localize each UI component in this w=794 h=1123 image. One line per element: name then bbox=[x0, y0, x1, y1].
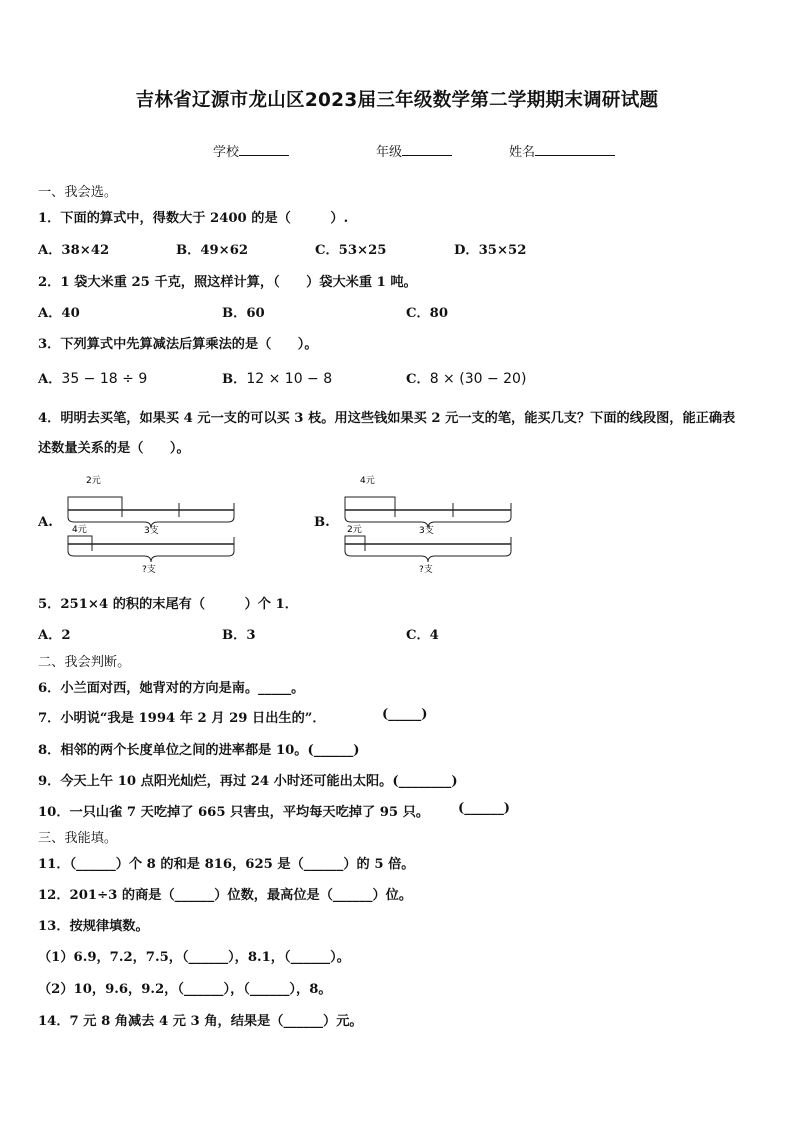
q4-option-b-label[interactable]: B. bbox=[314, 515, 330, 530]
q4-diagram-a bbox=[64, 470, 240, 578]
school-blank[interactable] bbox=[239, 142, 289, 156]
q4-option-a-label[interactable]: A. bbox=[38, 515, 53, 530]
question-4-line-1: 4．明明去买笔，如果买 4 元一支的可以买 3 枝。用这些钱如果买 2 元一支的笔，能买几支？下面的线段图，能正确表 bbox=[38, 411, 736, 426]
page-title: 吉林省辽源市龙山区2023届三年级数学第二学期期末调研试题 bbox=[135, 90, 659, 111]
q4b-mid-left-label: 2元 bbox=[347, 525, 362, 535]
q4b-top-label: 4元 bbox=[360, 476, 375, 486]
q4b-small-bracket bbox=[345, 536, 365, 543]
q3-option-b[interactable] bbox=[222, 368, 332, 387]
q5-option-b[interactable]: B．3 bbox=[222, 628, 256, 643]
q4a-bottom-brace bbox=[68, 551, 234, 562]
q4a-bottom-label: ?支 bbox=[142, 565, 156, 575]
q1-option-a[interactable]: A．38×42 bbox=[38, 243, 110, 258]
question-4-line-2: 述数量关系的是（ ）。 bbox=[38, 441, 190, 456]
q1-option-c[interactable]: C．53×25 bbox=[315, 243, 387, 258]
question-2: 2．1 袋大米重 25 千克，照这样计算，（ ）袋大米重 1 吨。 bbox=[38, 275, 417, 290]
question-14: 14．7 元 8 角减去 4 元 3 角，结果是（______）元。 bbox=[38, 1014, 363, 1029]
q4a-mid-label: 3支 bbox=[144, 526, 159, 536]
question-9: 9．今天上午 10 点阳光灿烂，再过 24 小时还可能出太阳。(________) bbox=[38, 774, 458, 789]
name-blank[interactable] bbox=[535, 142, 615, 156]
q4b-bottom-brace bbox=[345, 551, 511, 562]
q4b-mid-label: 3支 bbox=[419, 526, 434, 536]
q5-option-a[interactable]: A．2 bbox=[38, 628, 71, 643]
grade-field bbox=[376, 141, 452, 160]
question-1: 1．下面的算式中，得数大于 2400 的是（ ）. bbox=[38, 211, 349, 226]
section-heading-choice: 一、我会选。 bbox=[38, 185, 118, 200]
grade-label: 年级 bbox=[376, 145, 403, 160]
question-10: 10．一只山雀 7 天吃掉了 665 只害虫，平均每天吃掉了 95 只。 bbox=[38, 805, 430, 820]
question-8: 8．相邻的两个长度单位之间的进率都是 10。(______) bbox=[38, 743, 360, 758]
q4a-mid-left-label: 4元 bbox=[72, 525, 87, 535]
q1-option-b[interactable]: B．49×62 bbox=[176, 243, 249, 258]
question-6: 6．小兰面对西，她背对的方向是南。_____。 bbox=[38, 681, 305, 696]
school-field bbox=[213, 141, 289, 160]
question-5: 5．251×4 的积的末尾有（ ）个 1． bbox=[38, 597, 298, 612]
q4a-small-bracket bbox=[68, 536, 92, 543]
grade-blank[interactable] bbox=[402, 142, 452, 156]
q3-option-a[interactable] bbox=[38, 368, 147, 387]
q2-option-c[interactable]: C．80 bbox=[406, 306, 449, 321]
q5-option-c[interactable]: C．4 bbox=[406, 628, 439, 643]
question-11: 11．（______）个 8 的和是 816，625 是（______）的 5 倍。 bbox=[38, 857, 415, 872]
q3-option-b-letter: B． bbox=[222, 372, 247, 387]
q4-diagram-b bbox=[341, 470, 517, 578]
question-13-part-2: （2）10，9.6，9.2，（______），（______），8。 bbox=[38, 982, 332, 997]
q4b-top-bracket bbox=[345, 497, 395, 510]
q3-option-b-expr: 12 × 10 − 8 bbox=[246, 371, 333, 387]
q4b-bottom-label: ?支 bbox=[419, 565, 433, 575]
q4a-top-bracket bbox=[68, 497, 122, 510]
question-13-part-1: （1）6.9，7.2，7.5，（______），8.1，（______）。 bbox=[38, 950, 350, 965]
q7-answer-blank[interactable]: (_____) bbox=[382, 707, 428, 722]
q2-option-b[interactable]: B．60 bbox=[222, 306, 265, 321]
q3-option-c-expr: 8 × (30 − 20) bbox=[429, 371, 527, 387]
q1-option-d[interactable]: D．35×52 bbox=[454, 243, 527, 258]
question-3: 3．下列算式中先算减法后算乘法的是（ ）。 bbox=[38, 337, 318, 352]
question-7: 7．小明说“我是 1994 年 2 月 29 日出生的”． bbox=[38, 711, 326, 726]
name-field bbox=[509, 141, 615, 160]
q4a-top-label: 2元 bbox=[86, 476, 101, 486]
q3-option-a-letter: A． bbox=[38, 372, 62, 387]
section-heading-fill: 三、我能填。 bbox=[38, 831, 118, 846]
school-label: 学校 bbox=[213, 145, 240, 160]
question-13: 13．按规律填数。 bbox=[38, 919, 149, 934]
question-12: 12．201÷3 的商是（______）位数，最高位是（______）位。 bbox=[38, 888, 413, 903]
q10-answer-blank[interactable]: (______) bbox=[458, 801, 511, 816]
q3-option-c-letter: C． bbox=[406, 372, 430, 387]
q3-option-c[interactable] bbox=[406, 368, 526, 387]
section-heading-judge: 二、我会判断。 bbox=[38, 655, 131, 670]
q3-option-a-expr: 35 − 18 ÷ 9 bbox=[61, 371, 148, 387]
name-label: 姓名 bbox=[509, 145, 536, 160]
q2-option-a[interactable]: A．40 bbox=[38, 306, 80, 321]
